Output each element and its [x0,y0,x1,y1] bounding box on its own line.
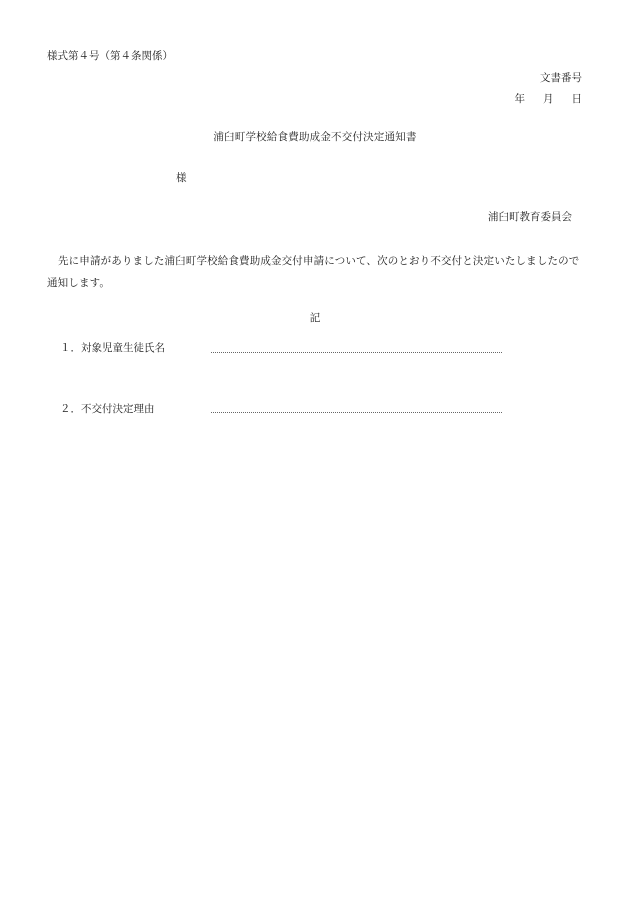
body-paragraph: 先に申請がありました浦臼町学校給食費助成金交付申請について、次のとおり不交付と決定いたしましたので通知します。 [47,255,580,289]
date-month-label: 月 [543,93,554,105]
document-title: 浦臼町学校給食費助成金不交付決定通知書 [213,131,417,143]
date-year-label: 年 [514,93,525,105]
date-line [515,92,583,106]
reason-entry-line[interactable] [211,412,502,413]
date-day-label: 日 [571,93,582,105]
issuer-name: 浦臼町教育委員会 [488,211,572,223]
student-name-entry-line[interactable] [211,352,502,353]
document-number-label: 文書番号 [540,72,582,84]
ki-heading: 記 [309,312,321,324]
item-student-name-label: １．対象児童生徒氏名 [60,342,165,354]
addressee-suffix: 様 [176,172,187,184]
item-reason-label: ２．不交付決定理由 [60,403,155,415]
form-number: 様式第４号（第４条関係） [47,50,173,62]
